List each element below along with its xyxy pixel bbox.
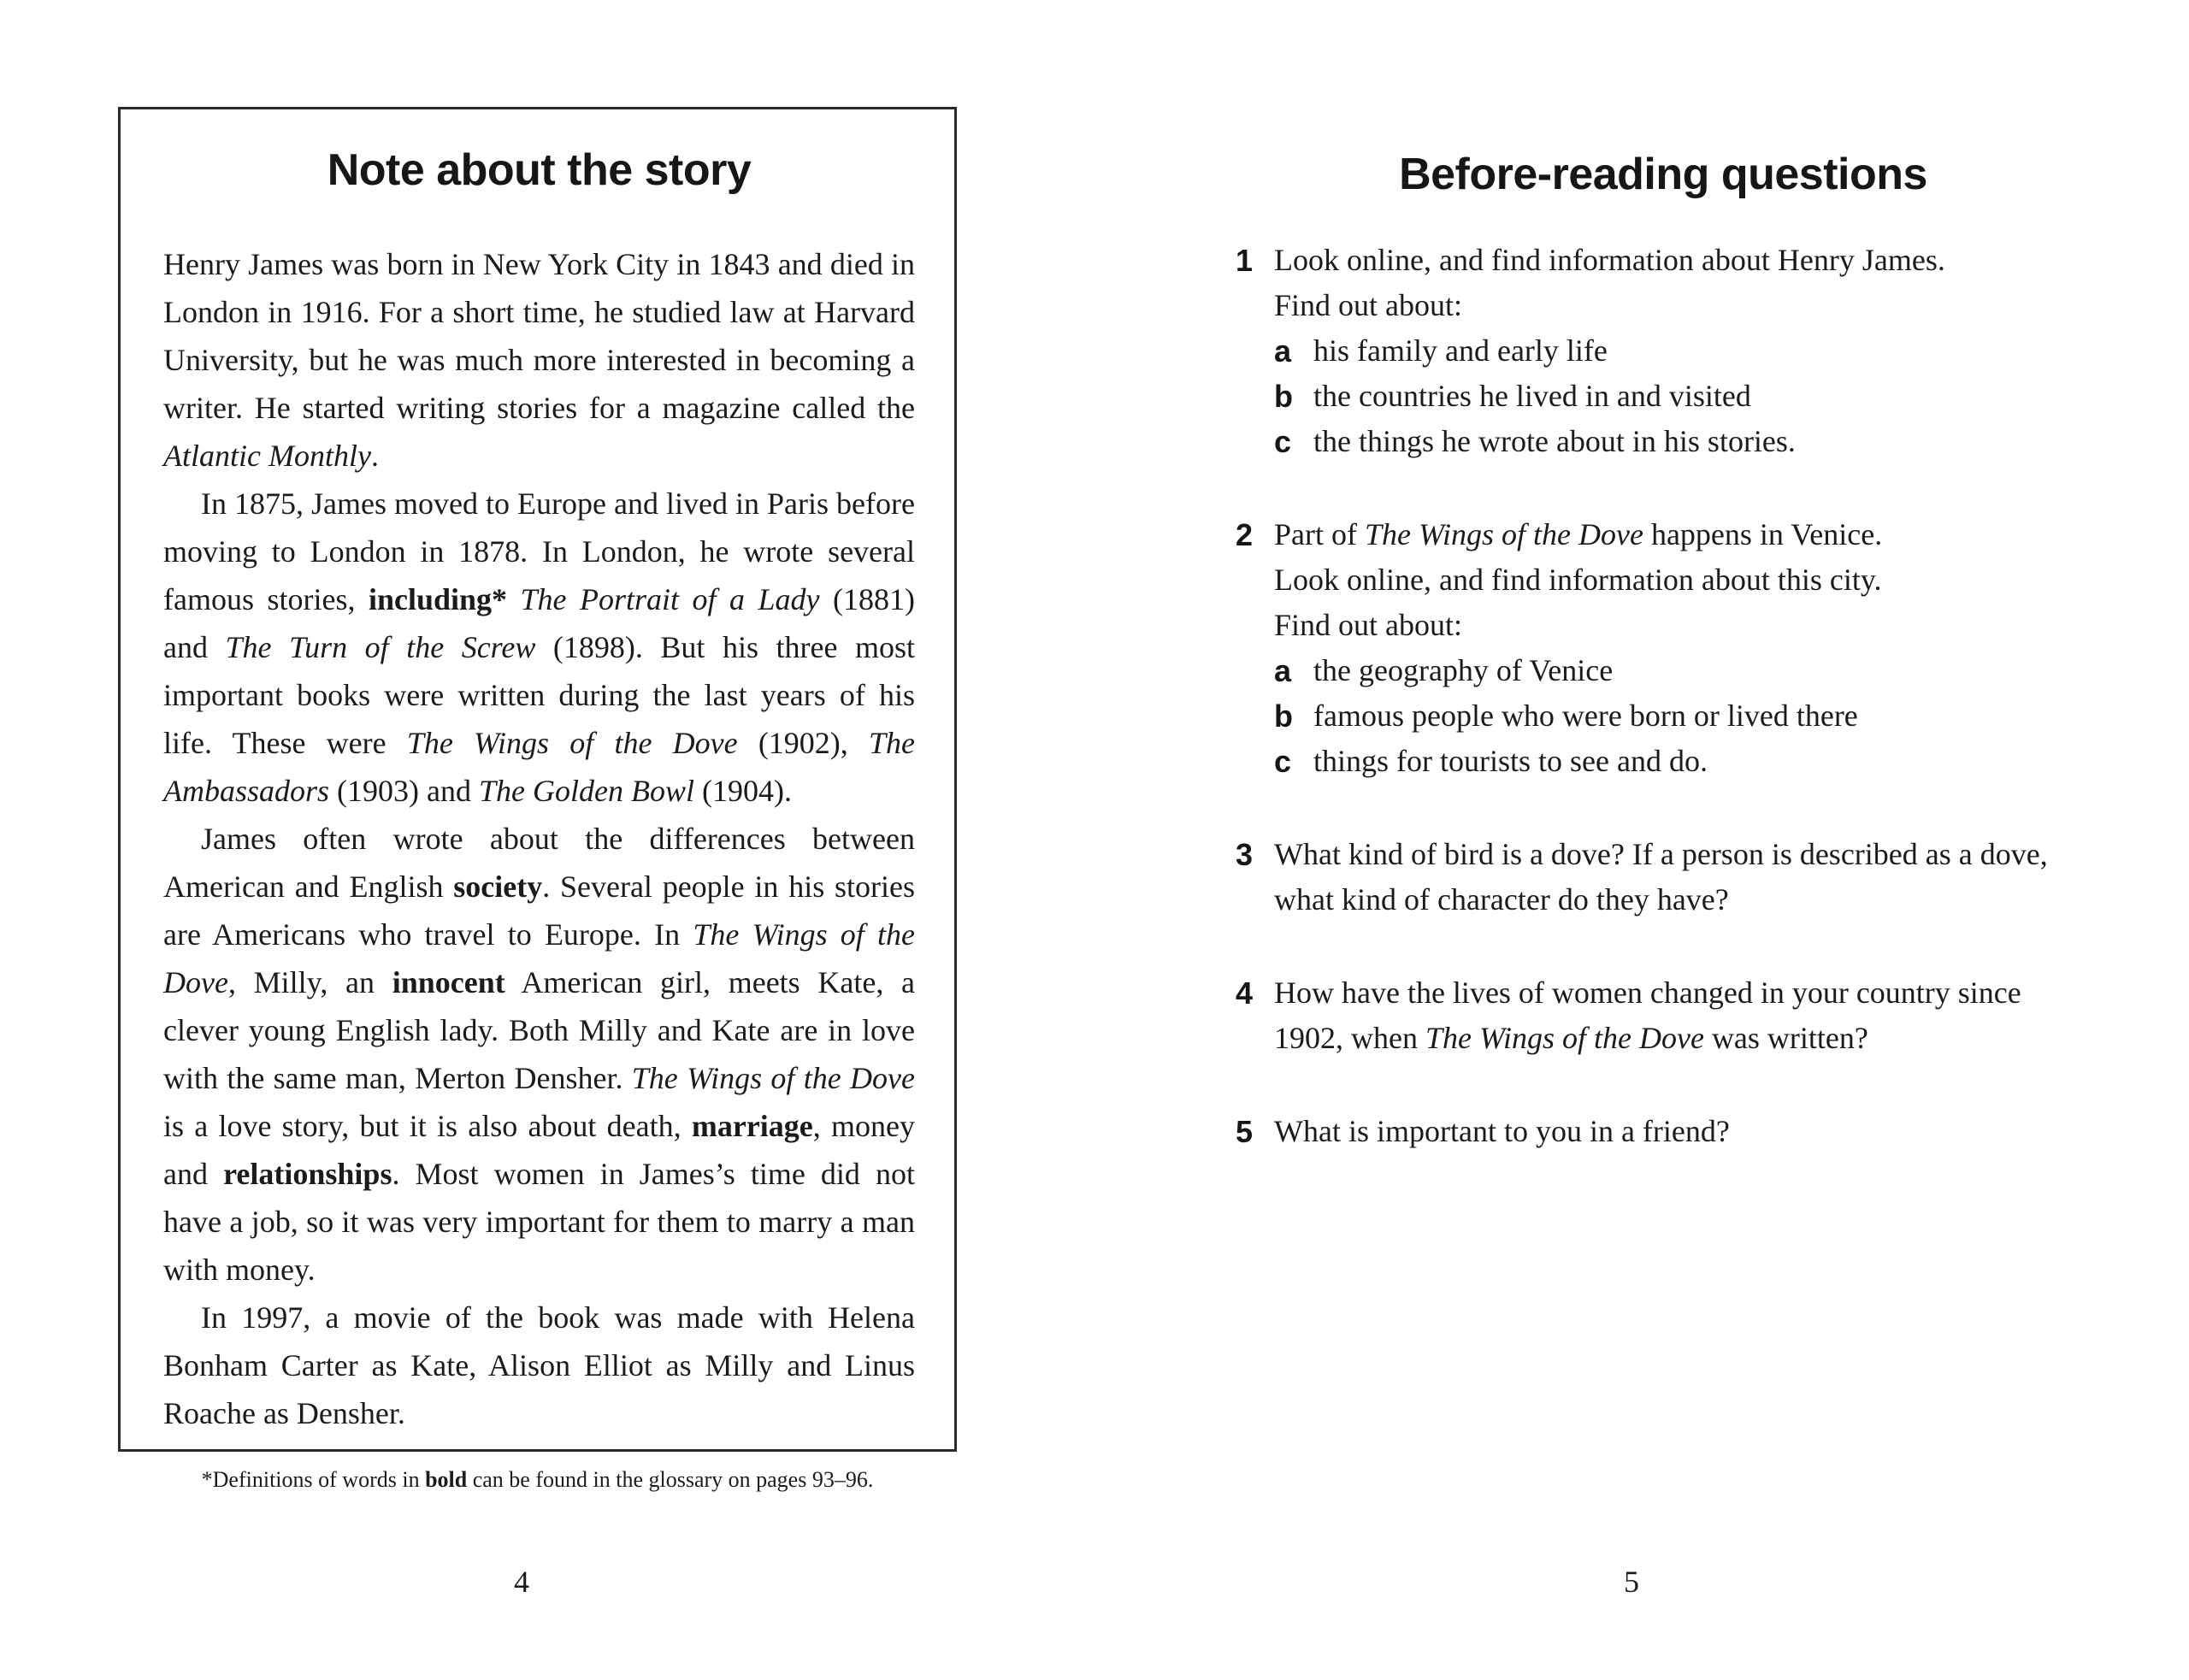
page-number-left: 4: [514, 1565, 529, 1599]
question-1-subitem-c: [1274, 419, 2091, 464]
note-paragraph-3: James often wrote about the differences between American and English society. Several people in his stories are Americans who travel to Europe. In The Wings of the Dove, Milly, an innocent American girl, meets Kate, a clever young English lady. Both Milly and Kate are in love with the same man, Merton Densher. The Wings of the Dove is a love story, but it is also about death, marriage, money and relationships. Most women in James’s time did not have a job, so it was very important for them to marry a man with money.: [163, 822, 916, 1287]
note-paragraph-1: Henry James was born in New York City in 1843 and died in London in 1916. For a short time, he studied law at Harvard University, but he was much more interested in becoming a writer. He started writing stories for a magazine called the Atlantic Monthly.: [163, 247, 915, 473]
question-2-subtext-b: famous people who were born or lived there: [1313, 699, 1858, 733]
question-4-number: 4: [1236, 976, 1254, 1011]
question-1-line-2: Find out about:: [1274, 288, 1463, 322]
question-2-subtext-a: the geography of Venice: [1313, 653, 1614, 687]
question-2-subitem-c: [1274, 739, 2091, 784]
question-1-letter-c: c: [1274, 424, 1292, 459]
question-3: [1236, 832, 2091, 923]
question-5: [1236, 1109, 2091, 1154]
question-2-body: [1274, 512, 2091, 784]
before-reading-section: [1236, 152, 2091, 1202]
question-2-subtext-c: things for tourists to see and do.: [1313, 744, 1708, 778]
question-4-body: [1274, 970, 2091, 1061]
note-paragraph-4: In 1997, a movie of the book was made with Helena Bonham Carter as Kate, Alison Elliot as Milly and Linus Roache as Densher.: [163, 1300, 915, 1430]
question-2-subitem-b: [1274, 693, 2091, 739]
question-2-letter-b: b: [1274, 699, 1293, 734]
question-1-letter-a: a: [1274, 333, 1292, 368]
question-1-body: [1274, 238, 2091, 464]
page-number-right: 5: [1624, 1565, 1639, 1599]
question-2-letter-a: a: [1274, 653, 1292, 688]
question-1-number: 1: [1236, 243, 1254, 278]
before-reading-title: Before-reading questions: [1399, 150, 1927, 199]
question-2-line-3: Find out about:: [1274, 608, 1463, 642]
question-2: [1236, 512, 2091, 784]
question-1-subitem-a: [1274, 328, 2091, 374]
question-3-number: 3: [1236, 837, 1254, 872]
question-1-subtext-c: the things he wrote about in his stories.: [1313, 424, 1796, 458]
question-5-body: [1274, 1109, 2091, 1154]
question-3-body: [1274, 832, 2091, 923]
question-5-number: 5: [1236, 1114, 1254, 1149]
question-1-line-1: Look online, and find information about Henry James.: [1274, 243, 1945, 277]
question-1-subtext-b: the countries he lived in and visited: [1313, 379, 1751, 413]
glossary-footnote: *Definitions of words in bold can be found in the glossary on pages 93–96.: [201, 1467, 874, 1492]
question-2-line-1: Part of The Wings of the Dove happens in Venice.: [1274, 517, 1883, 551]
question-2-number: 2: [1236, 517, 1254, 552]
question-2-line-2: Look online, and find information about this city.: [1274, 563, 1882, 597]
note-box: [118, 107, 957, 1452]
question-5-line-1: What is important to you in a friend?: [1274, 1114, 1730, 1148]
question-1: [1236, 238, 2091, 464]
question-2-subitem-a: [1274, 648, 2091, 693]
question-4-line-1: How have the lives of women changed in your country since 1902, when The Wings of the Dove was written?: [1274, 976, 2021, 1055]
question-4: [1236, 970, 2091, 1061]
question-3-line-1: What kind of bird is a dove? If a person is described as a dove, what kind of character do they have?: [1274, 837, 2048, 917]
question-1-subtext-a: his family and early life: [1313, 333, 1608, 368]
note-title: Note about the story: [327, 145, 752, 195]
question-2-letter-c: c: [1274, 744, 1292, 779]
question-1-letter-b: b: [1274, 379, 1293, 414]
note-paragraph-2: In 1875, James moved to Europe and lived in Paris before moving to London in 1878. In London, he wrote several famous stories, including* The Portrait of a Lady (1881) and The Turn of the Screw (1898). But his three most important books were written during the last years of his life. These were The Wings of the Dove (1902), The Ambassadors (1903) and The Golden Bowl (1904).: [163, 486, 916, 808]
question-1-subitem-b: [1274, 374, 2091, 419]
